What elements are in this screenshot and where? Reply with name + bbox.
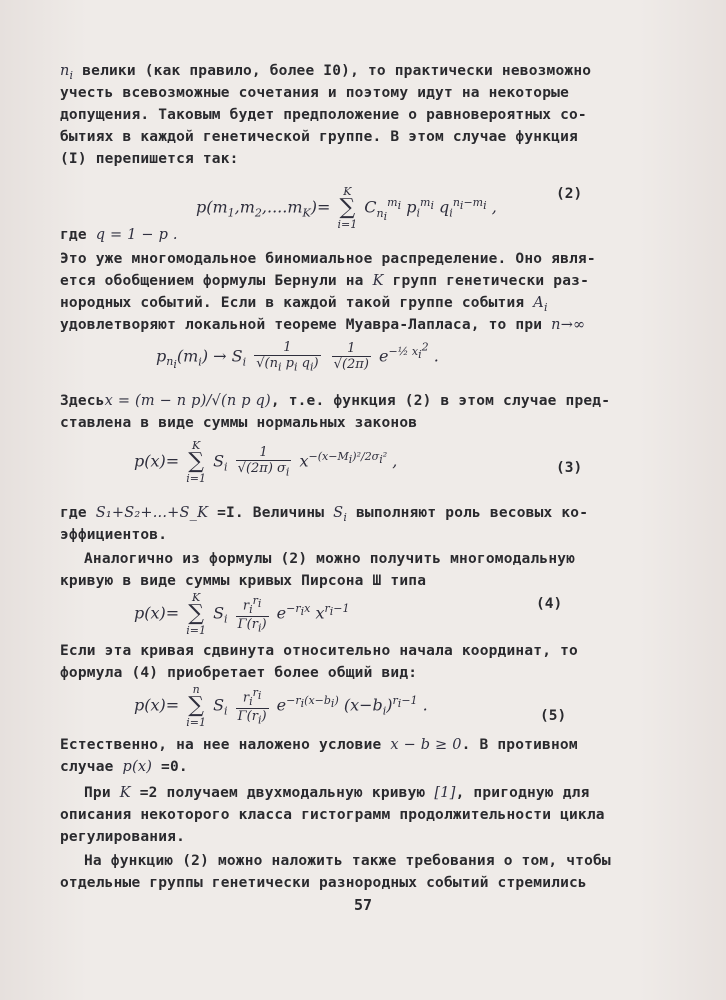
text-line: Естественно, на нее наложено условие x − b ≥ 0. В противном bbox=[60, 737, 578, 753]
formula-3: p(x)= K ∑ i=1 $S_i$ $\frac{1}{√(2\pi) \sigma_i}$ $x^{-(x-M_i)^2/2\sigma_i^2}$ , bbox=[134, 439, 398, 485]
equation-number: (2) bbox=[556, 186, 583, 202]
text-line: (I) перепишется так: bbox=[60, 151, 239, 167]
text-line: При K =2 получаем двухмодальную кривую [1], пригодную для bbox=[84, 785, 590, 801]
equation-number: (5) bbox=[540, 708, 567, 724]
text-line: Если эта кривая сдвинута относительно начала координат, то bbox=[60, 643, 578, 659]
text-line: регулирования. bbox=[60, 829, 186, 845]
text-line: допущения. Таковым будет предположение о равновероятных со- bbox=[60, 107, 587, 123]
formula-laplace: $p_{n_i}(m_i) \to S_i$ $\frac{1}{√(n_i p_i q_i)}$ $\frac{1}{√(2\pi)}$ $e^{-\frac{1}{2} x_i^2}$ . bbox=[156, 340, 439, 374]
text-line: учесть всевозможные сочетания и поэтому идут на некоторые bbox=[60, 85, 569, 101]
page-number: 57 bbox=[353, 896, 373, 914]
formula-4: p(x)= K ∑ i=1 $S_i$ $\frac{r_i^{r_i}}{\Gamma(r_i)}$ $e^{-r_ix}$ $x^{r_i-1}$ bbox=[134, 591, 350, 637]
equation-number: (3) bbox=[556, 460, 583, 476]
text-line: формула (4) приобретает более общий вид: bbox=[60, 665, 418, 681]
text-line: бытиях в каждой генетической группе. В этом случае функция bbox=[60, 129, 578, 145]
text-line: Аналогично из формулы (2) можно получить многомодальную bbox=[84, 551, 576, 567]
text-line: где q = 1 − p . bbox=[60, 227, 178, 243]
text-line: удовлетворяют локальной теореме Муавра-Лапласа, то при n→∞ bbox=[60, 317, 586, 333]
equation-number: (4) bbox=[536, 596, 563, 612]
text-line: случае p(x) =0. bbox=[60, 759, 188, 775]
text-line: На функцию (2) можно наложить также требования о том, чтобы bbox=[84, 853, 611, 869]
text-line: где S₁+S₂+...+S_K =I. Величины $S_i$ выполняют роль весовых ко- bbox=[60, 505, 589, 524]
text-line: $n_i$ велики (как правило, более I0), то практически невозможно bbox=[60, 63, 592, 82]
text-line: Здесьx = (m − n p)/√(n p q), т.е. функция (2) в этом случае пред- bbox=[60, 393, 611, 409]
text-line: нородных событий. Если в каждой такой группе события $A_i$ bbox=[60, 295, 548, 314]
formula-2: $p(m_1,m_2,....m_K)=$ K ∑ i=1 $C_{n_i}^{m_i}$ $p_i^{m_i}$ $q_i^{n_i-m_i}$ , bbox=[196, 185, 497, 231]
text-line: эффициентов. bbox=[60, 527, 168, 543]
text-line: кривую в виде суммы кривых Пирсона Ш типа bbox=[60, 573, 427, 589]
text-line: Это уже многомодальное биномиальное распределение. Оно явля- bbox=[60, 251, 596, 267]
text-line: ется обобщением формулы Бернули на K групп генетически раз- bbox=[60, 273, 590, 289]
text-line: описания некоторого класса гистограмм продолжительности цикла bbox=[60, 807, 605, 823]
formula-5: p(x)= n ∑ i=1 $S_i$ $\frac{r_i^{r_i}}{\Gamma(r_i)}$ $e^{-r_i(x-b_i)}$ $(x-b_i)^{r_i-1}$ . bbox=[134, 683, 428, 729]
text-line: ставлена в виде суммы нормальных законов bbox=[60, 415, 418, 431]
text-line: отдельные группы генетически разнородных событий стремились bbox=[60, 875, 587, 891]
